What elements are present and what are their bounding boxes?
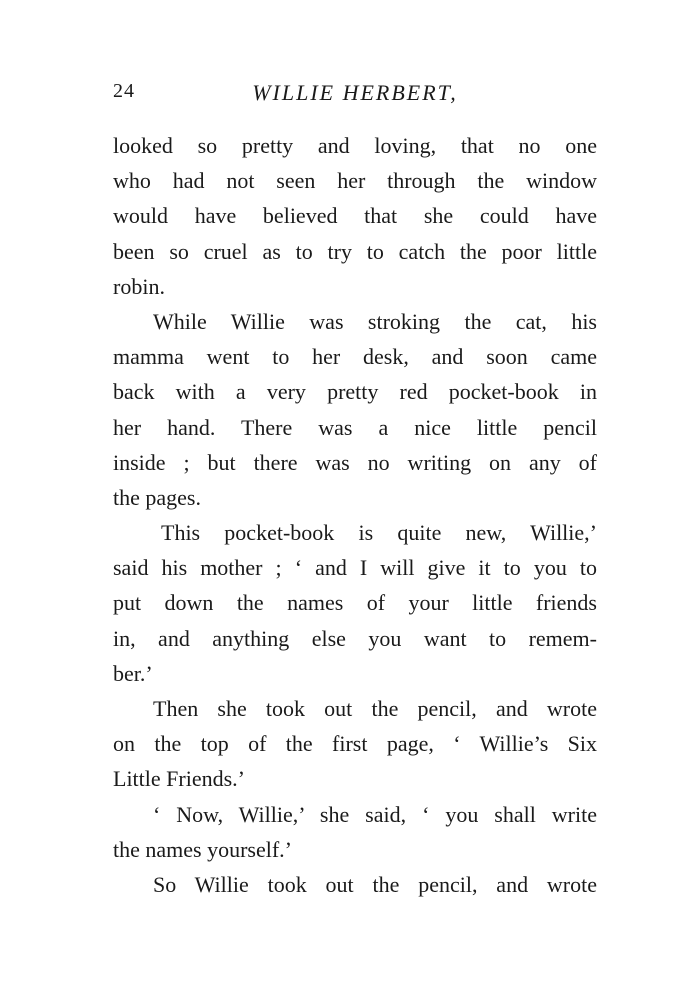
- text-line: her hand. There was a nice little pencil: [113, 414, 597, 440]
- text-line: robin.: [113, 273, 165, 299]
- text-line: While Willie was stroking the cat, his: [153, 308, 597, 334]
- text-line: mamma went to her desk, and soon came: [113, 344, 597, 370]
- text-line: ‘ Now, Willie,’ she said, ‘ you shall write: [153, 801, 597, 827]
- text-line: put down the names of your little friends: [113, 590, 597, 616]
- text-line: This pocket-book is quite new, Willie,’: [161, 520, 597, 546]
- text-line: the pages.: [113, 484, 201, 510]
- text-line: who had not seen her through the window: [113, 168, 597, 194]
- text-line: would have believed that she could have: [113, 203, 597, 229]
- text-line: Then she took out the pencil, and wrote: [153, 696, 597, 721]
- text-line: on the top of the first page, ‘ Willie’s Six: [113, 731, 597, 757]
- text-line: looked so pretty and loving, that no one: [113, 133, 597, 158]
- page-header: [113, 80, 597, 110]
- body-text: [113, 128, 597, 902]
- text-line: been so cruel as to try to catch the poor little: [113, 238, 597, 264]
- text-line: ber.’: [113, 660, 153, 686]
- text-line: in, and anything else you want to remem-: [113, 625, 597, 651]
- text-line: the names yourself.’: [113, 836, 292, 862]
- text-line: back with a very pretty red pocket-book in: [113, 379, 597, 405]
- text-line: said his mother ; ‘ and I will give it to you to: [113, 555, 597, 581]
- running-title: WILLIE HERBERT,: [252, 80, 458, 105]
- text-line: inside ; but there was no writing on any of: [113, 449, 597, 475]
- text-line: So Willie took out the pencil, and wrote: [153, 871, 597, 897]
- page-number: 24: [113, 80, 135, 102]
- text-line: Little Friends.’: [113, 766, 245, 792]
